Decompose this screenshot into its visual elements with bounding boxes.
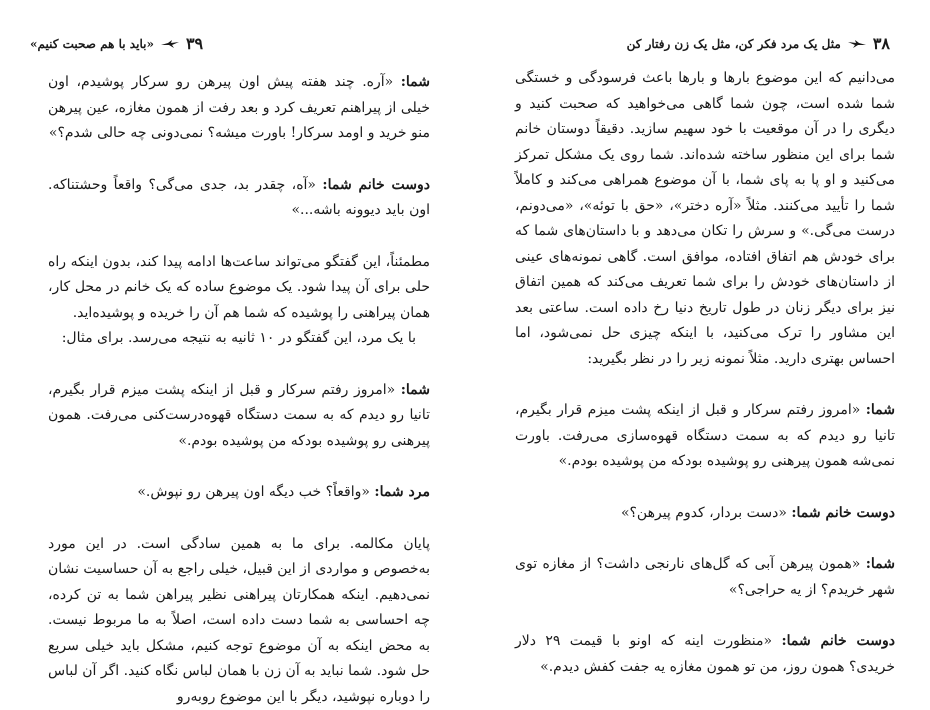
left-running-title: «باید با هم صحبت کنیم» <box>30 37 154 51</box>
speaker-label: دوست خانم شما: <box>322 177 430 193</box>
dialogue-line <box>515 629 895 680</box>
speaker-label: شما: <box>866 402 895 418</box>
speaker-label: مرد شما: <box>374 484 430 500</box>
dialogue-line <box>515 398 895 475</box>
right-page <box>465 0 930 694</box>
paragraph: مطمئناً، این گفتگو می‌تواند ساعت‌ها ادامه پیدا کند، بدون اینکه راه حلی برای آن پیدا شود. یک موضوع ساده که یک خانم در محل کار، همان پیراهنی را پوشیده که شما هم آن را خریده و پوشیده‌اید. <box>48 250 430 327</box>
right-page-number: ۳۸ <box>873 34 890 53</box>
bird-ornament-icon <box>160 39 180 49</box>
dialogue-line <box>48 378 430 455</box>
bird-ornament-icon <box>847 39 867 49</box>
dialogue-line <box>48 480 430 506</box>
dialogue-line <box>48 70 430 147</box>
left-running-head <box>30 34 203 53</box>
left-page <box>0 0 465 694</box>
dialogue-text: «همون پیرهن آبی که گل‌های نارنجی داشت؟ از مغازه توی شهر خریدم؟ از یه حراجی؟» <box>515 556 895 598</box>
dialogue-line <box>515 552 895 603</box>
speaker-label: دوست خانم شما: <box>781 633 895 649</box>
dialogue-text: «واقعاً؟ خب دیگه اون پیرهن رو نپوش.» <box>137 484 370 500</box>
right-running-title: مثل یک مرد فکر کن، مثل یک زن رفتار کن <box>627 37 841 51</box>
dialogue-text: «منظورت اینه که اونو با قیمت ۲۹ دلار خریدی؟ همون روز، من تو همون مغازه یه جفت کفش دیدم.» <box>515 633 895 675</box>
dialogue-text: «امروز رفتم سرکار و قبل از اینکه پشت میزم قرار بگیرم، تانیا رو دیدم که به سمت دستگاه قهوه‌درست‌کنی می‌رفت. همون پیرهنی رو پوشیده بودکه من پوشیده بودم.» <box>48 382 430 449</box>
speaker-label: شما: <box>401 382 430 398</box>
paragraph: پایان مکالمه. برای ما به همین سادگی است. در این مورد به‌خصوص و مواردی از این قبیل، خیلی راجع به آن حساسیت نشان نمی‌دهیم. اینکه همکارتان پیراهنی نظیر پیراهن شما به تن کرده، چه احساسی به شما دست داده است، اصلاً به ما مربوط نیست. به محض اینکه به آن موضوع توجه کنیم، مشکل باید خیلی سریع حل شود. شما نباید به آن زن با همان لباس نگاه کنید. اگر آن لباس را دوباره نپوشید، دیگر با این موضوع روبه‌رو <box>48 532 430 710</box>
speaker-label: دوست خانم شما: <box>791 505 895 521</box>
left-page-body <box>48 70 430 710</box>
speaker-label: شما: <box>401 74 430 90</box>
paragraph: با یک مرد، این گفتگو در ۱۰ ثانیه به نتیجه می‌رسد. برای مثال: <box>48 326 430 352</box>
speaker-label: شما: <box>866 556 895 572</box>
left-page-number: ۳۹ <box>186 34 203 53</box>
dialogue-text: «دست بردار، کدوم پیرهن؟» <box>621 505 787 521</box>
dialogue-line <box>515 501 895 527</box>
right-page-body <box>515 66 895 680</box>
paragraph: می‌دانیم که این موضوع بارها و بارها باعث فرسودگی و خستگی شما شده است، چون شما گاهی می‌خواهید که صحبت کنید و دیگری را در آن موقعیت با خود سهیم سازید. دقیقاً دوستان خانم شما برای این منظور ساخته شده‌اند. شما روی یک مشکل تمرکز می‌کنید و او پا به پای شما، با آن موضوع همراهی می‌کند و کاملاً شما را تأیید می‌کنند. مثلاً «آره دختر»، «حق با توئه»، «می‌دونم، درست می‌گی.» و سرش را تکان می‌دهد و با داستان‌های شما که برای خودش هم اتفاق افتاده، موافق است. گاهی نمونه‌های عینی از داستان‌های خودش را برای شما تعریف می‌کند که همین اتفاق نیز برای دیگر زنان در طول تاریخ دنیا رخ داده است. ساعتی بعد این مشاور را ترک می‌کنید، با اینکه چیزی حل نمی‌شود، اما احساس بهتری دارید. مثلاً نمونه زیر را در نظر بگیرید: <box>515 66 895 372</box>
dialogue-line <box>48 173 430 224</box>
dialogue-text: «آه، چقدر بد، جدی می‌گی؟ واقعاً وحشتناکه. اون باید دیوونه باشه...» <box>48 177 430 219</box>
dialogue-text: «امروز رفتم سرکار و قبل از اینکه پشت میزم قرار بگیرم، تانیا رو دیدم که به سمت دستگاه قهوه‌سازی می‌رفت. باورت نمی‌شه همون پیرهنی رو پوشیده بودکه من پوشیده بودم.» <box>515 402 895 469</box>
right-running-head <box>627 34 890 53</box>
dialogue-text: «آره. چند هفته پیش اون پیرهن رو سرکار پوشیدم، اون خیلی از پیراهنم تعریف کرد و بعد رفت از همون مغازه، عین پیرهن منو خرید و اومد سرکار! باورت میشه؟ نمی‌دونی چه حالی شدم؟» <box>48 74 430 141</box>
